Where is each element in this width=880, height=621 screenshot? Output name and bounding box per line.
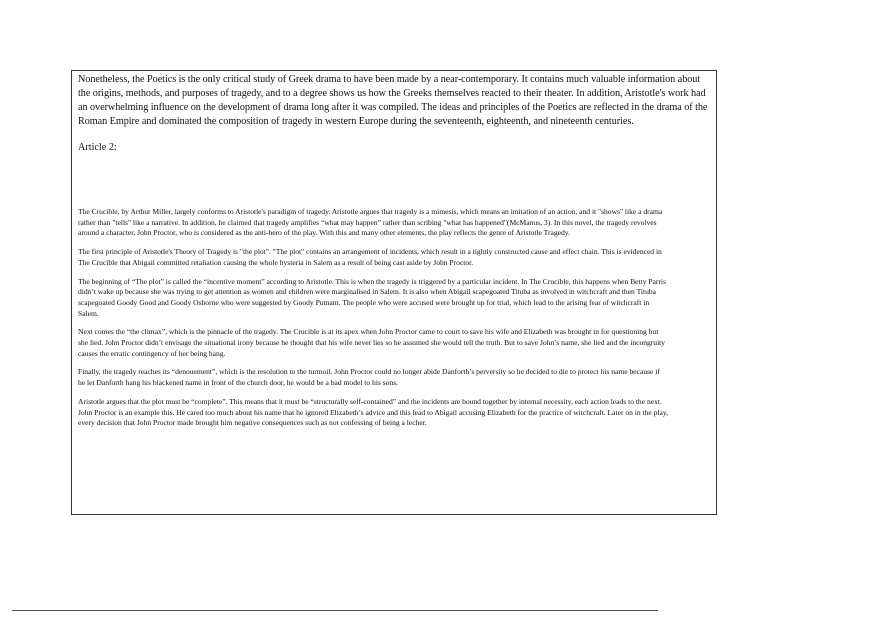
article-paragraph-6: Aristotle argues that the plot must be “complete”. This means that it must be “structurally self-contained” and the incidents are bound together by internal necessity, each action leads to the next. John Proctor is an example this. He cared too much about his name that he ignored Elizabeth’s advice and this lead to Abigail accusing Elizabeth for the practice of witchcraft. Later on in the play, every decision that John Proctor made brought him negative consequences such as not confessing of being a lecher. xyxy=(78,396,668,428)
article-paragraph-5: Finally, the tragedy reaches its “denouement”, which is the resolution to the turmoil. John Proctor could no longer abide Danforth’s perversity so he decided to die to protect his name because if he let Danforth hang his blackened name in front of the church door, he would be a bad model to his sons. xyxy=(78,367,660,388)
intro-paragraph: Nonetheless, the Poetics is the only critical study of Greek drama to have been made by a near-contemporary. It contains much valuable information about the origins, methods, and purposes of tragedy, and to a degree shows us how the Greeks themselves reacted to their theater. In addition, Aristotle's work had an overwhelming influence on the development of drama long after it was compiled. The ideas and principles of the Poetics are reflected in the drama of the Roman Empire and dominated the composition of tragedy in western Europe during the seventeenth, eighteenth, and nineteenth centuries. xyxy=(78,74,708,127)
footer-rule xyxy=(12,610,658,611)
article-paragraph-2: The first principle of Aristotle's Theory of Tragedy is "the plot". "The plot" contains an arrangement of incidents, which result in a tightly constructed cause and effect chain. This is evidenced in The Crucible that Abigail committed retaliation causing the whole hysteria in Salem as a result of being cast aside by John Proctor. xyxy=(78,247,662,267)
article-body xyxy=(78,207,668,437)
article-heading: Article 2: xyxy=(78,141,117,153)
content-box xyxy=(71,70,717,515)
article-paragraph-4: Next comes the “the climax”, which is the pinnacle of the tragedy. The Crucible is at its apex when John Proctor came to court to save his wife and Elizabeth was brought in for questioning but she lied. John Proctor didn’t envisage the situational irony because he thought that his wife never lies so he assumed she would tell the truth. But to save John’s name, she lied and the incongruity causes the erratic contingency of her being hang. xyxy=(78,327,666,358)
article-paragraph-1: The Crucible, by Arthur Miller, largely conforms to Aristotle's paradigm of tragedy. Aristotle argues that tragedy is a mimesis, which means an imitation of an action, and it "shows" like a drama rather than "tells" like a narrative. In addition, he claimed that tragedy amplifies “what may happen” rather than scribing "what has happened"(McManus, 3). In this novel, the tragedy revolves around a character, John Proctor, who is considered as the anti-hero of the play. With this and many other elements, the play reflects the genre of Aristotle Tragedy. xyxy=(78,207,663,238)
article-paragraph-3: The beginning of “The plot” is called the “incentive moment” according to Aristotle. This is when the tragedy is triggered by a particular incident. In The Crucible, this happens when Betty Parris didn’t wake up because she was trying to get attention as women and children were marginalised in Salem. It is also when Abigail scapegoated Tituba as involved in witchcraft and then Tituba scapegoated Goody Good and Goody Osborne who were suggested by Goody Putnam. The people who were accused were brought up for trial, which lead to the arising fear of witchcraft in Salem. xyxy=(78,276,666,318)
